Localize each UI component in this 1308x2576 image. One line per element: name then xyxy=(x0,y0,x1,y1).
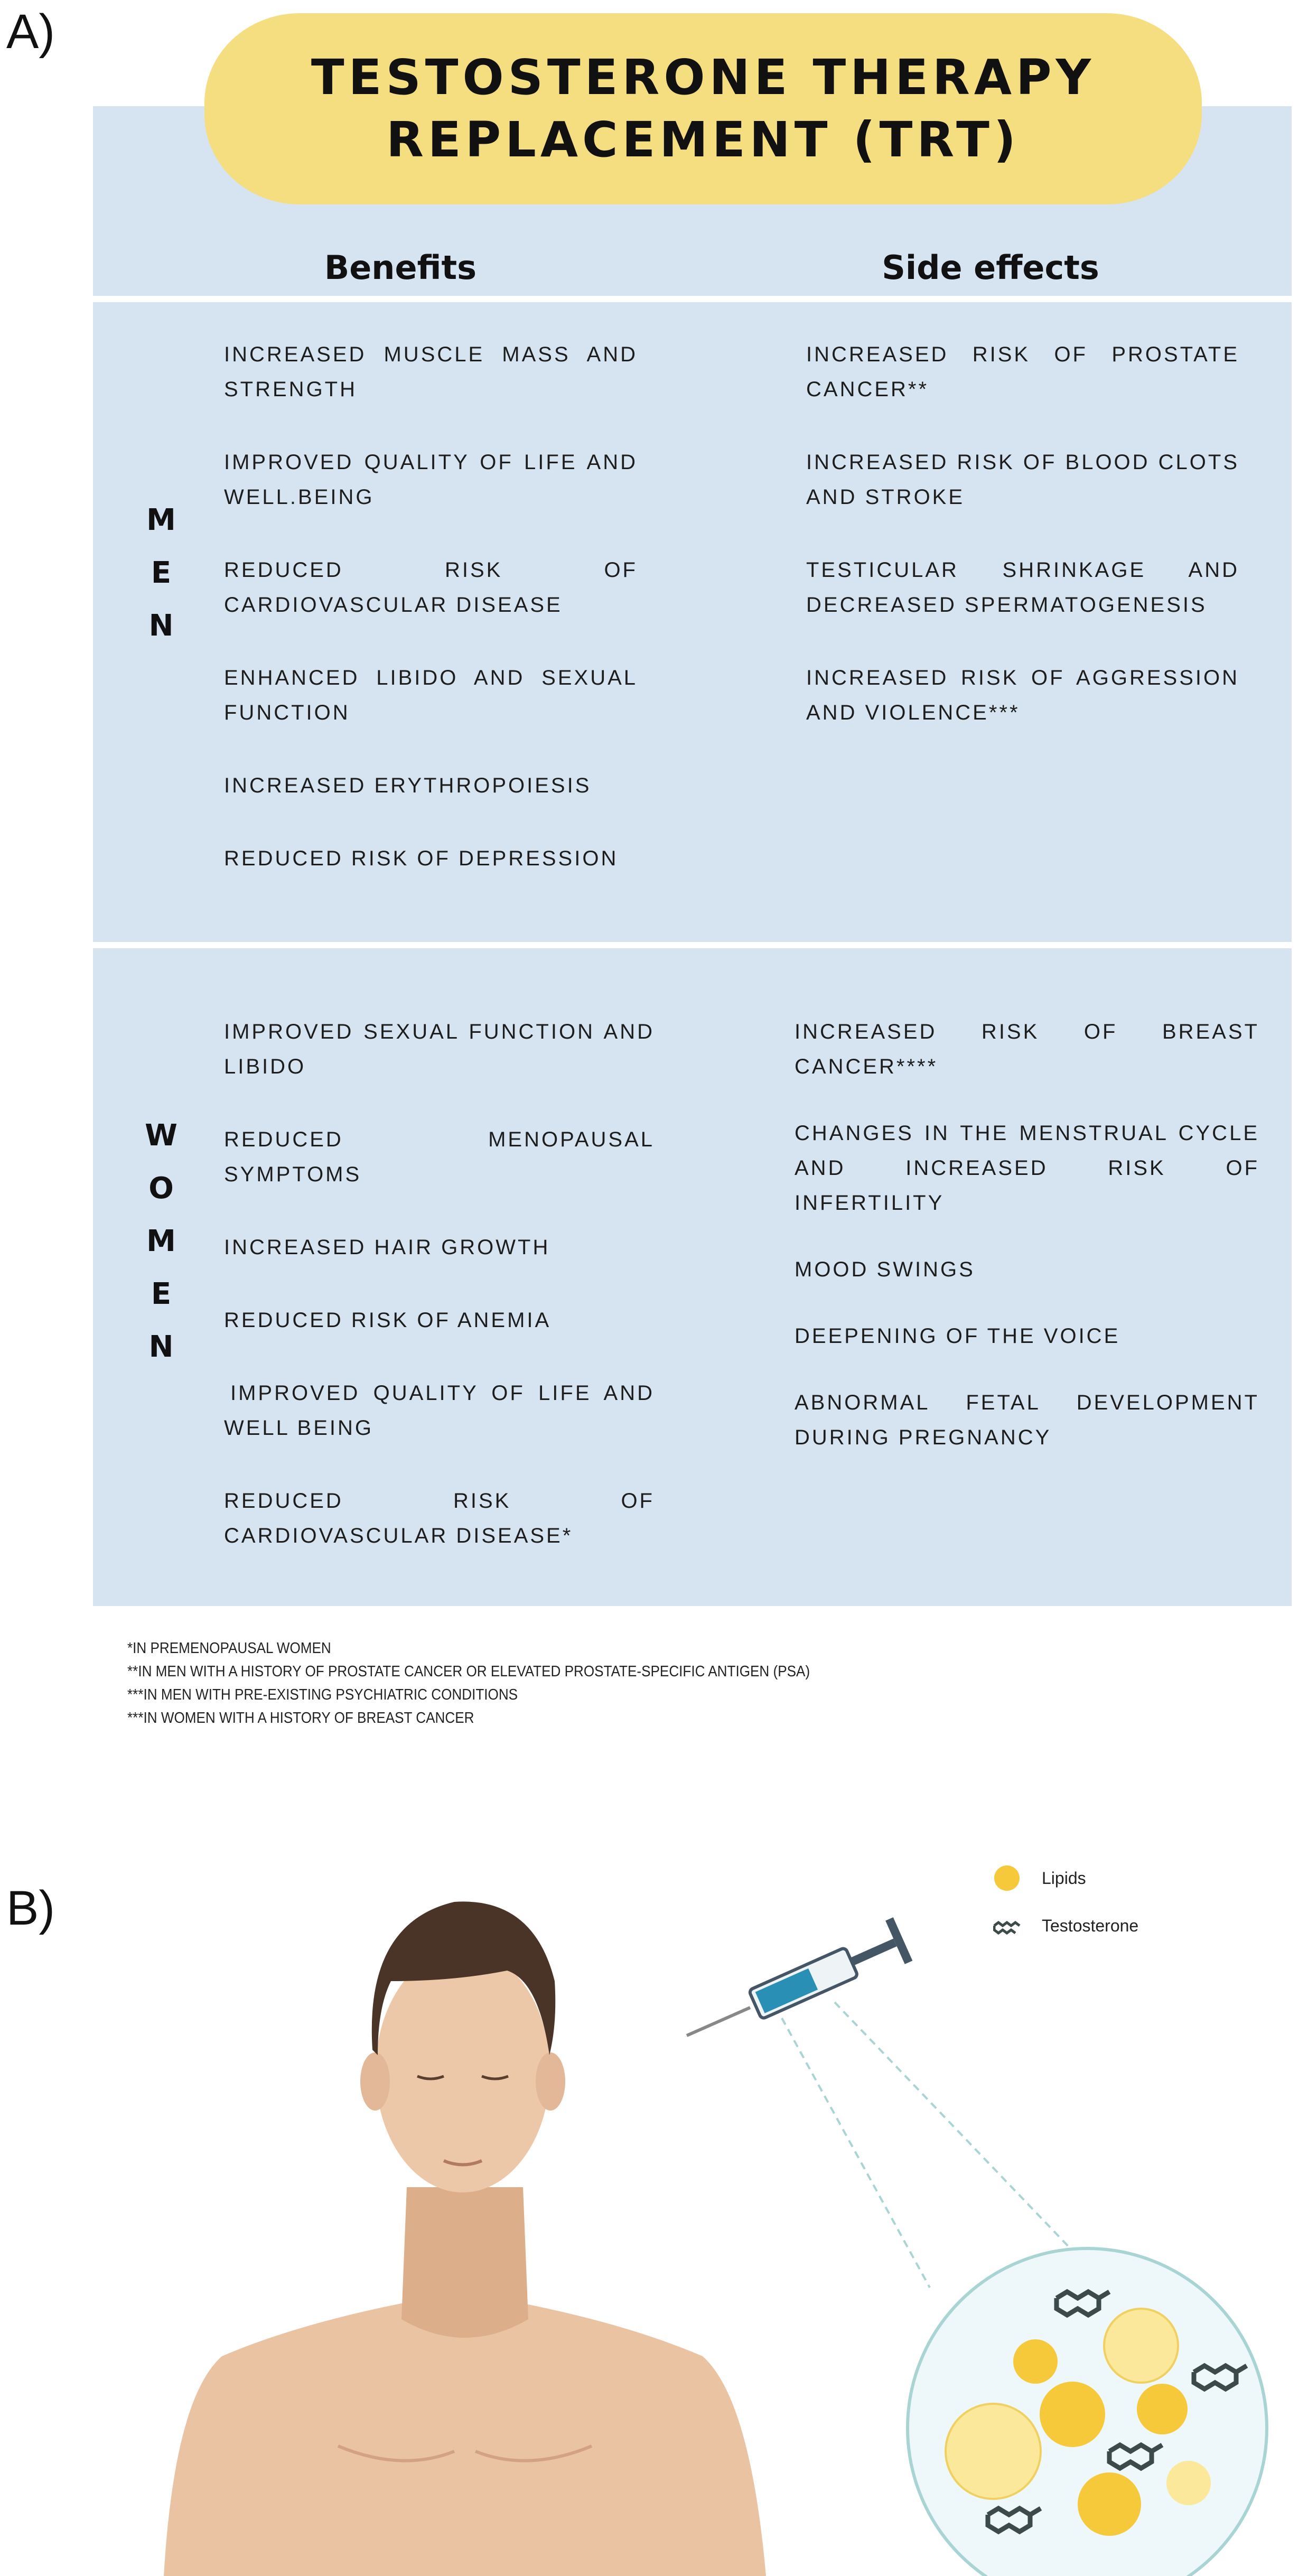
list-item: IMPROVED QUALITY OF LIFE AND WELL.BEING xyxy=(224,451,638,509)
title-banner xyxy=(204,13,1202,204)
men-women-divider xyxy=(93,942,1292,948)
side-effects-header: Side effects xyxy=(882,248,1099,287)
women-row-label xyxy=(143,1109,180,1374)
list-item: ABNORMAL FETAL DEVELOPMENT DURING PREGNANCY xyxy=(795,1391,1259,1449)
list-item: REDUCED RISK OF CARDIOVASCULAR DISEASE* xyxy=(224,1489,655,1547)
letter: N xyxy=(148,1330,174,1364)
list-item: TESTICULAR SHRINKAGE AND DECREASED SPERMATOGENESIS xyxy=(806,558,1239,617)
trt-injection-illustration xyxy=(0,1849,1308,2576)
legend-label: Testosterone xyxy=(1042,1916,1139,1935)
letter: N xyxy=(148,609,174,643)
men-benefits-list xyxy=(224,337,638,876)
list-item: INCREASED ERYTHROPOIESIS xyxy=(224,774,592,797)
list-item: INCREASED HAIR GROWTH xyxy=(224,1236,550,1259)
title-line-2: REPLACEMENT (TRT) xyxy=(386,111,1020,168)
list-item: ENHANCED LIBIDO AND SEXUAL FUNCTION xyxy=(224,666,638,724)
list-item: REDUCED RISK OF DEPRESSION xyxy=(224,847,619,870)
lipid-droplet-icon xyxy=(993,1864,1021,1892)
list-item: INCREASED RISK OF BREAST CANCER**** xyxy=(795,1020,1259,1078)
footnote: **IN MEN WITH A HISTORY OF PROSTATE CANCER OR ELEVATED PROSTATE-SPECIFIC ANTIGEN (PSA) xyxy=(127,1663,810,1680)
letter: W xyxy=(145,1118,177,1153)
list-item: INCREASED RISK OF PROSTATE CANCER** xyxy=(806,343,1239,401)
title-line-1: TESTOSTERONE THERAPY xyxy=(311,49,1096,106)
footnotes xyxy=(127,1637,810,1730)
magnified-tissue-circle xyxy=(908,2248,1267,2576)
footnote: *IN PREMENOPAUSAL WOMEN xyxy=(127,1640,331,1657)
list-item: INCREASED RISK OF BLOOD CLOTS AND STROKE xyxy=(806,451,1239,509)
benefits-header: Benefits xyxy=(324,248,477,287)
header-divider xyxy=(93,296,1292,302)
man-figure xyxy=(164,1901,766,2576)
legend xyxy=(993,1854,1138,1949)
list-item: CHANGES IN THE MENSTRUAL CYCLE AND INCREASED RISK OF INFERTILITY xyxy=(795,1122,1259,1215)
list-item: INCREASED RISK OF AGGRESSION AND VIOLENCE*** xyxy=(806,666,1239,724)
letter: M xyxy=(146,1224,176,1258)
letter: M xyxy=(146,503,176,537)
list-item: REDUCED RISK OF CARDIOVASCULAR DISEASE xyxy=(224,558,638,617)
syringe-icon xyxy=(687,1917,912,2036)
testosterone-molecule-icon xyxy=(993,1916,1021,1935)
men-side-effects-list xyxy=(806,337,1239,730)
legend-item-testosterone xyxy=(993,1902,1138,1949)
list-item: INCREASED MUSCLE MASS AND STRENGTH xyxy=(224,343,638,401)
legend-label: Lipids xyxy=(1042,1868,1086,1888)
footnote: ***IN WOMEN WITH A HISTORY OF BREAST CANCER xyxy=(127,1710,474,1726)
panel-b-label: B) xyxy=(6,1881,55,1935)
panel-a-label: A) xyxy=(6,5,55,59)
letter: O xyxy=(148,1171,174,1206)
legend-item-lipids xyxy=(993,1854,1138,1902)
list-item: REDUCED RISK OF ANEMIA xyxy=(224,1309,552,1332)
women-side-effects-list xyxy=(795,1014,1259,1455)
list-item: REDUCED MENOPAUSAL SYMPTOMS xyxy=(224,1128,655,1186)
men-row-label xyxy=(143,494,180,652)
women-benefits-list xyxy=(224,1014,655,1553)
list-item: MOOD SWINGS xyxy=(795,1258,975,1281)
footnote: ***IN MEN WITH PRE-EXISTING PSYCHIATRIC CONDITIONS xyxy=(127,1686,518,1703)
list-item: DEEPENING OF THE VOICE xyxy=(795,1324,1120,1348)
letter: E xyxy=(151,556,172,590)
letter: E xyxy=(151,1277,172,1311)
list-item: IMPROVED SEXUAL FUNCTION AND LIBIDO xyxy=(224,1020,655,1078)
list-item: IMPROVED QUALITY OF LIFE AND WELL BEING xyxy=(224,1382,655,1440)
